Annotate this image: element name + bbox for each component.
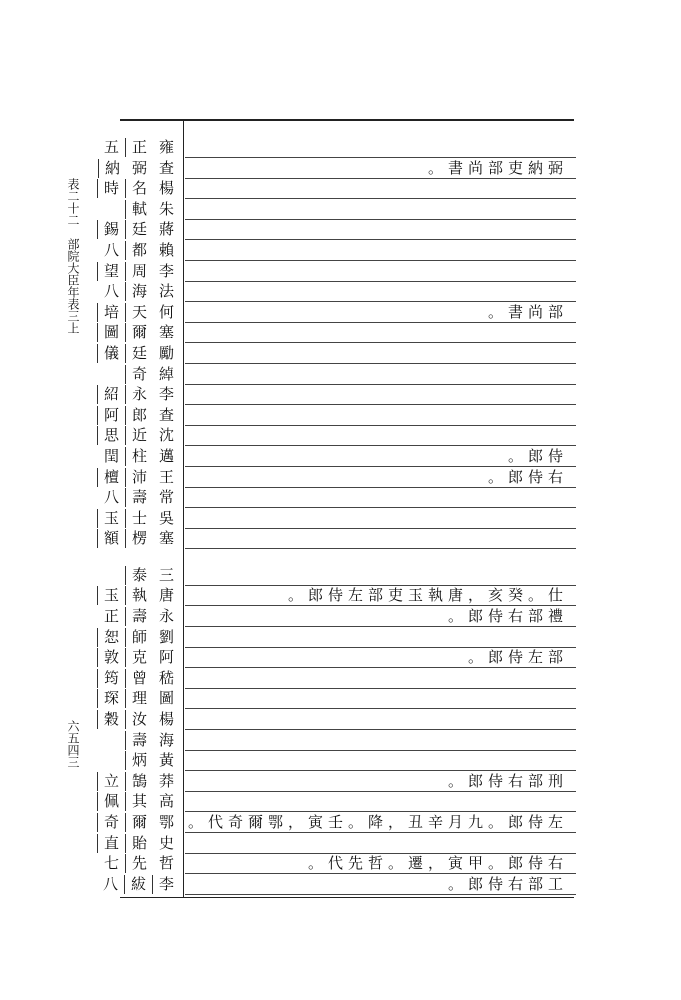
name-char: 莽	[158, 771, 174, 790]
name-char: 阿	[97, 406, 125, 425]
name-char: 壽	[125, 731, 153, 750]
name-char: 壽	[125, 488, 153, 507]
name-char: 正	[125, 138, 153, 157]
name-char: 額	[97, 529, 125, 548]
name-char: 圖	[97, 323, 125, 342]
table-row	[96, 565, 576, 586]
table-row	[96, 874, 576, 895]
official-name	[96, 365, 180, 384]
name-char: 法	[158, 282, 174, 301]
entry-text: 左侍郎。九月辛丑，降。壬寅，鄂爾奇代。	[187, 813, 568, 831]
name-char: 周	[125, 262, 153, 281]
official-name	[96, 834, 180, 853]
name-char: 雍	[158, 138, 174, 156]
name-char: 壽	[125, 607, 153, 626]
table-row	[96, 689, 576, 710]
official-name	[96, 875, 180, 894]
table-row	[96, 709, 576, 730]
section-gap	[96, 549, 576, 565]
name-char: 鵠	[125, 772, 153, 791]
official-name	[96, 179, 180, 198]
name-char: 何	[158, 302, 174, 321]
name-char: 哲	[158, 854, 174, 873]
name-char: 炳	[125, 751, 153, 770]
name-char: 其	[125, 792, 153, 811]
table-row	[96, 586, 576, 607]
name-char: 永	[158, 607, 174, 626]
name-char: 時	[97, 179, 125, 198]
name-char: 劉	[158, 627, 174, 646]
official-name	[96, 529, 180, 548]
name-char: 楊	[158, 179, 174, 198]
entry-text: 禮部右侍郎。	[447, 607, 568, 626]
name-char	[98, 751, 125, 770]
name-char: 玉	[97, 509, 125, 528]
table-row	[96, 179, 576, 200]
name-char: 楊	[158, 710, 174, 729]
name-char: 軾	[125, 200, 153, 219]
name-char: 三	[158, 565, 174, 584]
bottom-rule	[120, 897, 574, 898]
name-char	[98, 731, 125, 750]
official-name	[96, 220, 180, 239]
name-char: 弼	[131, 158, 147, 177]
official-name	[96, 323, 180, 342]
name-char: 郎	[125, 406, 153, 425]
entry-text: 工部右侍郎。	[447, 874, 568, 893]
name-char: 執	[125, 586, 153, 605]
table-row	[96, 792, 576, 813]
official-name	[96, 731, 180, 750]
name-char: 柱	[125, 447, 153, 466]
name-char: 名	[125, 179, 153, 198]
name-char: 高	[158, 792, 174, 811]
table-row	[96, 364, 576, 385]
entry-text: 部尚書。	[487, 302, 568, 321]
official-name	[96, 262, 180, 281]
official-name	[96, 669, 180, 688]
name-char: 望	[97, 262, 125, 281]
table-row	[96, 812, 576, 833]
name-char: 海	[158, 730, 174, 749]
name-char: 立	[97, 772, 125, 791]
official-name	[96, 710, 180, 729]
official-name	[96, 813, 180, 832]
name-char	[98, 200, 125, 219]
official-name	[96, 344, 180, 363]
name-char: 檀	[97, 468, 125, 487]
name-char: 查	[158, 405, 174, 424]
year-table	[96, 120, 576, 895]
name-char	[98, 365, 125, 384]
name-char: 李	[158, 261, 174, 280]
official-name	[96, 241, 180, 260]
margin-title: 表二十二 部院大臣年表三上	[66, 178, 80, 334]
page-folio: 六五四三	[66, 720, 80, 768]
name-char: 先	[125, 854, 153, 873]
table-row	[96, 240, 576, 261]
name-char: 思	[97, 426, 125, 445]
table-row	[96, 668, 576, 689]
table-row	[96, 405, 576, 426]
name-char: 曾	[125, 669, 153, 688]
name-char: 鄂	[158, 813, 174, 831]
name-char: 塞	[158, 323, 174, 342]
name-char: 李	[152, 875, 180, 894]
table-row	[96, 302, 576, 323]
name-char: 蔣	[158, 220, 174, 239]
table-row	[96, 606, 576, 627]
name-char: 五	[103, 138, 119, 156]
table-row	[96, 833, 576, 854]
official-name	[96, 751, 180, 770]
name-char: 都	[125, 241, 153, 260]
name-char: 廷	[125, 220, 153, 239]
name-char: 師	[125, 628, 153, 647]
official-name	[96, 159, 180, 178]
name-char: 七	[103, 854, 119, 873]
name-char: 近	[125, 426, 153, 445]
table-row	[96, 426, 576, 447]
name-char	[98, 566, 125, 585]
name-char: 納	[98, 159, 126, 178]
entry-text: 刑部右侍郎。	[447, 771, 568, 790]
name-char: 賴	[158, 240, 174, 259]
name-char: 八	[103, 240, 119, 259]
official-name	[96, 648, 180, 667]
table-row	[96, 323, 576, 344]
entry-text: 仕。癸亥，唐執玉吏部左侍郎。	[287, 586, 568, 605]
name-char: 查	[158, 158, 174, 177]
table-row	[96, 220, 576, 241]
table-row	[96, 467, 576, 488]
official-name	[96, 303, 180, 322]
name-char: 玉	[97, 586, 125, 605]
entry-text: 侍郎。	[507, 446, 568, 465]
name-char: 錫	[97, 220, 125, 239]
name-char: 琛	[97, 689, 125, 708]
name-char: 海	[125, 282, 153, 301]
name-char: 爾	[125, 813, 153, 832]
entry-text: 部左侍郎。	[467, 648, 568, 667]
official-name	[96, 772, 180, 791]
name-char: 閏	[103, 446, 119, 465]
name-char: 沈	[158, 426, 174, 445]
name-char: 培	[97, 303, 125, 322]
official-name	[96, 586, 180, 605]
official-name	[96, 792, 180, 811]
name-char: 常	[158, 488, 174, 507]
name-char: 廷	[125, 344, 153, 363]
official-name	[96, 854, 180, 873]
name-char: 嵇	[158, 668, 174, 687]
name-char: 貽	[125, 834, 153, 853]
name-char: 克	[125, 648, 153, 667]
name-char: 恕	[97, 628, 125, 647]
name-char: 泰	[125, 566, 153, 585]
official-name	[96, 385, 180, 404]
name-char: 奇	[97, 813, 125, 832]
name-char: 敦	[97, 648, 125, 667]
name-char: 正	[103, 607, 119, 626]
name-char: 穀	[97, 710, 125, 729]
table-row	[96, 199, 576, 220]
official-name	[96, 426, 180, 445]
entry-text: 右侍郎。	[487, 467, 568, 486]
table-row	[96, 261, 576, 282]
name-char: 直	[97, 834, 125, 853]
official-name	[96, 406, 180, 425]
name-char: 士	[125, 509, 153, 528]
name-char: 楞	[125, 529, 153, 548]
table-row	[96, 730, 576, 751]
official-name	[96, 628, 180, 647]
entry-text: 弼納吏部尚書。	[427, 158, 568, 177]
name-char: 汝	[125, 710, 153, 729]
table-row	[96, 343, 576, 364]
entry-text: 右侍郎。甲寅，遷。哲先代。	[307, 854, 568, 873]
table-row	[96, 385, 576, 406]
name-char: 王	[158, 467, 174, 486]
name-char: 塞	[158, 529, 174, 548]
official-name	[96, 282, 180, 301]
name-char: 邁	[158, 446, 174, 465]
official-name	[96, 566, 180, 585]
name-char: 朱	[158, 199, 174, 218]
table-row	[96, 529, 576, 550]
table-row	[96, 648, 576, 669]
table-row	[96, 446, 576, 467]
official-name	[96, 509, 180, 528]
name-char: 爾	[125, 323, 153, 342]
name-char: 八	[103, 488, 119, 507]
table-row	[96, 627, 576, 648]
name-char: 理	[125, 689, 153, 708]
table-row	[96, 854, 576, 875]
name-char: 八	[103, 282, 119, 301]
official-name	[96, 447, 180, 466]
table-row	[96, 508, 576, 529]
official-name	[96, 607, 180, 626]
name-char: 佩	[97, 792, 125, 811]
table-row	[96, 158, 576, 179]
name-char: 天	[125, 303, 153, 322]
name-char: 綽	[158, 364, 174, 383]
name-char: 唐	[158, 586, 174, 605]
name-char: 儀	[97, 344, 125, 363]
official-name	[96, 488, 180, 507]
name-char: 紱	[124, 875, 152, 894]
name-char: 筠	[97, 669, 125, 688]
table-row	[96, 120, 576, 158]
name-char: 黃	[158, 751, 174, 770]
table-row	[96, 282, 576, 303]
name-char: 史	[158, 833, 174, 852]
name-char: 沛	[125, 468, 153, 487]
official-name	[96, 138, 180, 157]
official-name	[96, 689, 180, 708]
name-char: 阿	[158, 648, 174, 667]
name-char: 奇	[125, 365, 153, 384]
official-name	[96, 468, 180, 487]
table-row	[96, 488, 576, 509]
official-name	[96, 200, 180, 219]
table-row	[96, 751, 576, 772]
name-char: 李	[158, 385, 174, 404]
table-row	[96, 771, 576, 792]
name-char: 勵	[158, 343, 174, 362]
name-char: 圖	[158, 689, 174, 708]
name-char: 八	[102, 874, 118, 893]
name-char: 吳	[158, 508, 174, 527]
name-char: 永	[125, 385, 153, 404]
name-char: 紹	[97, 385, 125, 404]
